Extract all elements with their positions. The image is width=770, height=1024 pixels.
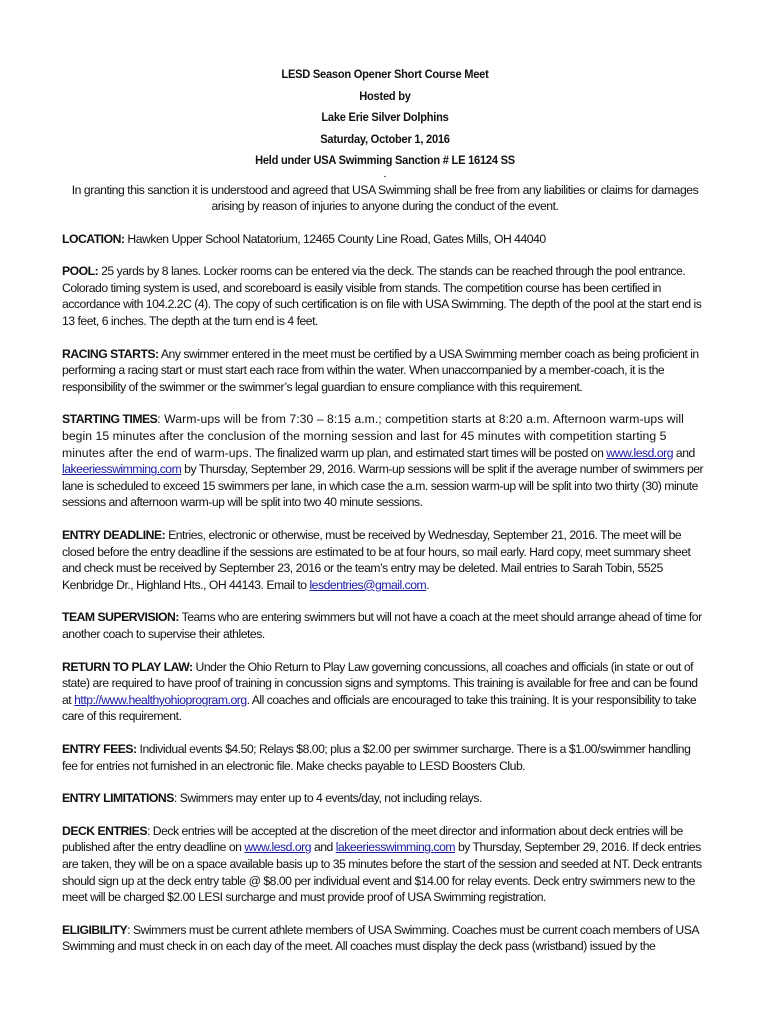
section-label: LOCATION: [62,231,125,246]
section-text: . [426,577,430,592]
section-text: Under the Ohio Return to Play Law governing concussions, all coaches and officials (in state or out of state) are required to have proof of training in concussion signs and symptoms. This training is available for free and can be found at [62,659,698,707]
section-text: 25 yards by 8 lanes. Locker rooms can be entered via the deck. The stands can be reached through the pool entrance. Colorado timing system is used, and scoreboard is easily visible from stands. The competition course has been certified in accordance with 104.2.2C (4). The copy of such certification is on file with USA Swimming. The depth of the pool at the start end is 13 feet, 6 inches. The depth at the turn end is 4 feet. [62,264,702,329]
section-entry-deadline [62,527,708,593]
divider-dash: - [383,170,387,181]
sanction-statement: In granting this sanction it is understood and agreed that USA Swimming shall be free from any liabilities or claims for damages arising by reason of injuries to anyone during the conduct of the event. [71,182,699,214]
section-label: TEAM SUPERVISION: [62,610,179,625]
section-text: : Deck entries will be accepted at the discretion of the meet director and information about deck entries will be published after the entry deadline on [62,823,683,855]
section-entry-fees [62,741,708,774]
section-eligibility [62,922,708,955]
section-text: by Thursday, September 29, 2016. Warm-up sessions will be split if the average number of swimmers per lane is scheduled to exceed 15 swimmers per lane, in which case the a.m. session warm-up will be split into two thirty (30) minute sessions and afternoon warm-up will be split into two 40 minute sessions. [62,462,704,510]
meet-title: LESD Season Opener Short Course Meet [281,67,489,81]
section-text: Entries, electronic or otherwise, must be received by Wednesday, September 21, 2016. The meet will be closed before the entry deadline if the sessions are estimated to be at four hours, so mail early [62,528,682,559]
lesd-link[interactable]: www.lesd.org [244,840,312,855]
section-racing-starts [62,346,708,396]
section-label: ENTRY LIMITATIONS [62,791,174,806]
section-label: RETURN TO PLAY LAW: [62,659,193,674]
section-pool [62,263,708,329]
section-text: Hawken Upper School Natatorium, 12465 County Line Road, Gates Mills, OH 44040 [124,231,546,246]
section-return-to-play [62,659,708,725]
sanction-line: Held under USA Swimming Sanction # LE 16124 SS [255,153,515,167]
section-label: DECK ENTRIES [62,823,147,838]
section-text: : Swimmers may enter up to 4 events/day, not including relays. [173,791,482,806]
host-club: Lake Erie Silver Dolphins [321,110,449,124]
section-text: and [311,840,336,855]
lakeerie-link[interactable]: lakeeriesswimming.com [62,462,182,477]
section-text: and [673,445,695,460]
section-text: by Thursday, September 29, 2016. If deck entries are taken, they will be on a space available basis up to 35 minutes before the start of the session and seeded at NT. Deck entrants should sign up at the deck entry table @ $8.00 per individual event and $14.00 for relay events. Deck entry swimmers new to the meet will be charged $2.00 LESI surcharge and must provide proof of USA Swimming registration. [62,840,702,905]
section-entry-limitations [62,790,708,807]
section-deck-entries [62,823,708,906]
section-label: ENTRY DEADLINE: [62,528,166,542]
section-team-supervision [62,609,708,642]
section-text: : Warm-ups will be from 7:30 – 8:15 a.m.; competition starts at 8:20 a.m. Afternoon warm-ups will begin 15 minutes after the conclusion of the morning session and last for 45 minutes with competition starting 5 minutes after the end of warm-ups. [62,412,684,460]
section-text: : Swimmers must be current athlete members of USA Swimming. Coaches must be current coach members of USA Swimming and must check in on each day of the meet. All coaches must display the deck pass (wristband) issued by the [62,922,699,954]
section-label: ELIGIBILITY [62,922,128,937]
entries-email-link[interactable]: lesdentries@gmail.com [309,577,427,592]
lesd-link[interactable]: www.lesd.org [606,445,674,460]
section-starting-times [62,411,708,511]
section-text: Teams who are entering swimmers but will not have a coach at the meet should arrange ahead of time for another coach to supervise their athletes. [62,610,702,641]
section-text: Individual events $4.50; Relays $8.00; plus a $2.00 per swimmer surcharge. There is a $1.00/swimmer handling fee for entries not furnished in an electronic file. Make checks payable to LESD Boosters Club. [62,741,691,773]
section-text: Any swimmer entered in the meet must be certified by a USA Swimming member coach as being proficient in performing a racing start or must start each race from within the water. When unaccompanied by a member-coach, it is the responsibility of the swimmer or the swimmer’s legal guardian to ensure compliance with this requirement. [62,346,699,394]
meet-date: Saturday, October 1, 2016 [320,131,450,146]
section-label: POOL: [62,264,99,279]
hosted-by: Hosted by [359,88,411,103]
healthyohio-link[interactable]: http://www.healthyohioprogram.org [74,692,247,707]
section-label: RACING STARTS: [62,346,159,361]
section-label: ENTRY FEES: [62,741,137,756]
lakeerie-link[interactable]: lakeeriesswimming.com [335,840,456,855]
document-page [62,64,708,955]
meet-header [62,64,708,172]
section-text: . Hard copy, meet summary sheet and check must be received by September 23, 2016 or the team’s entry may be deleted. Mail entries to Sarah Tobin, 5525 Kenbridge Dr., Highland Hts., OH 44143. Email to [62,544,691,592]
section-location [62,231,708,248]
section-text: . All coaches and officials are encouraged to take this training. It is your responsibility to take care of this requirement. [62,692,697,724]
section-label: STARTING TIMES [62,412,158,427]
section-text: The finalized warm up plan, and estimated start times will be posted on [252,445,607,460]
